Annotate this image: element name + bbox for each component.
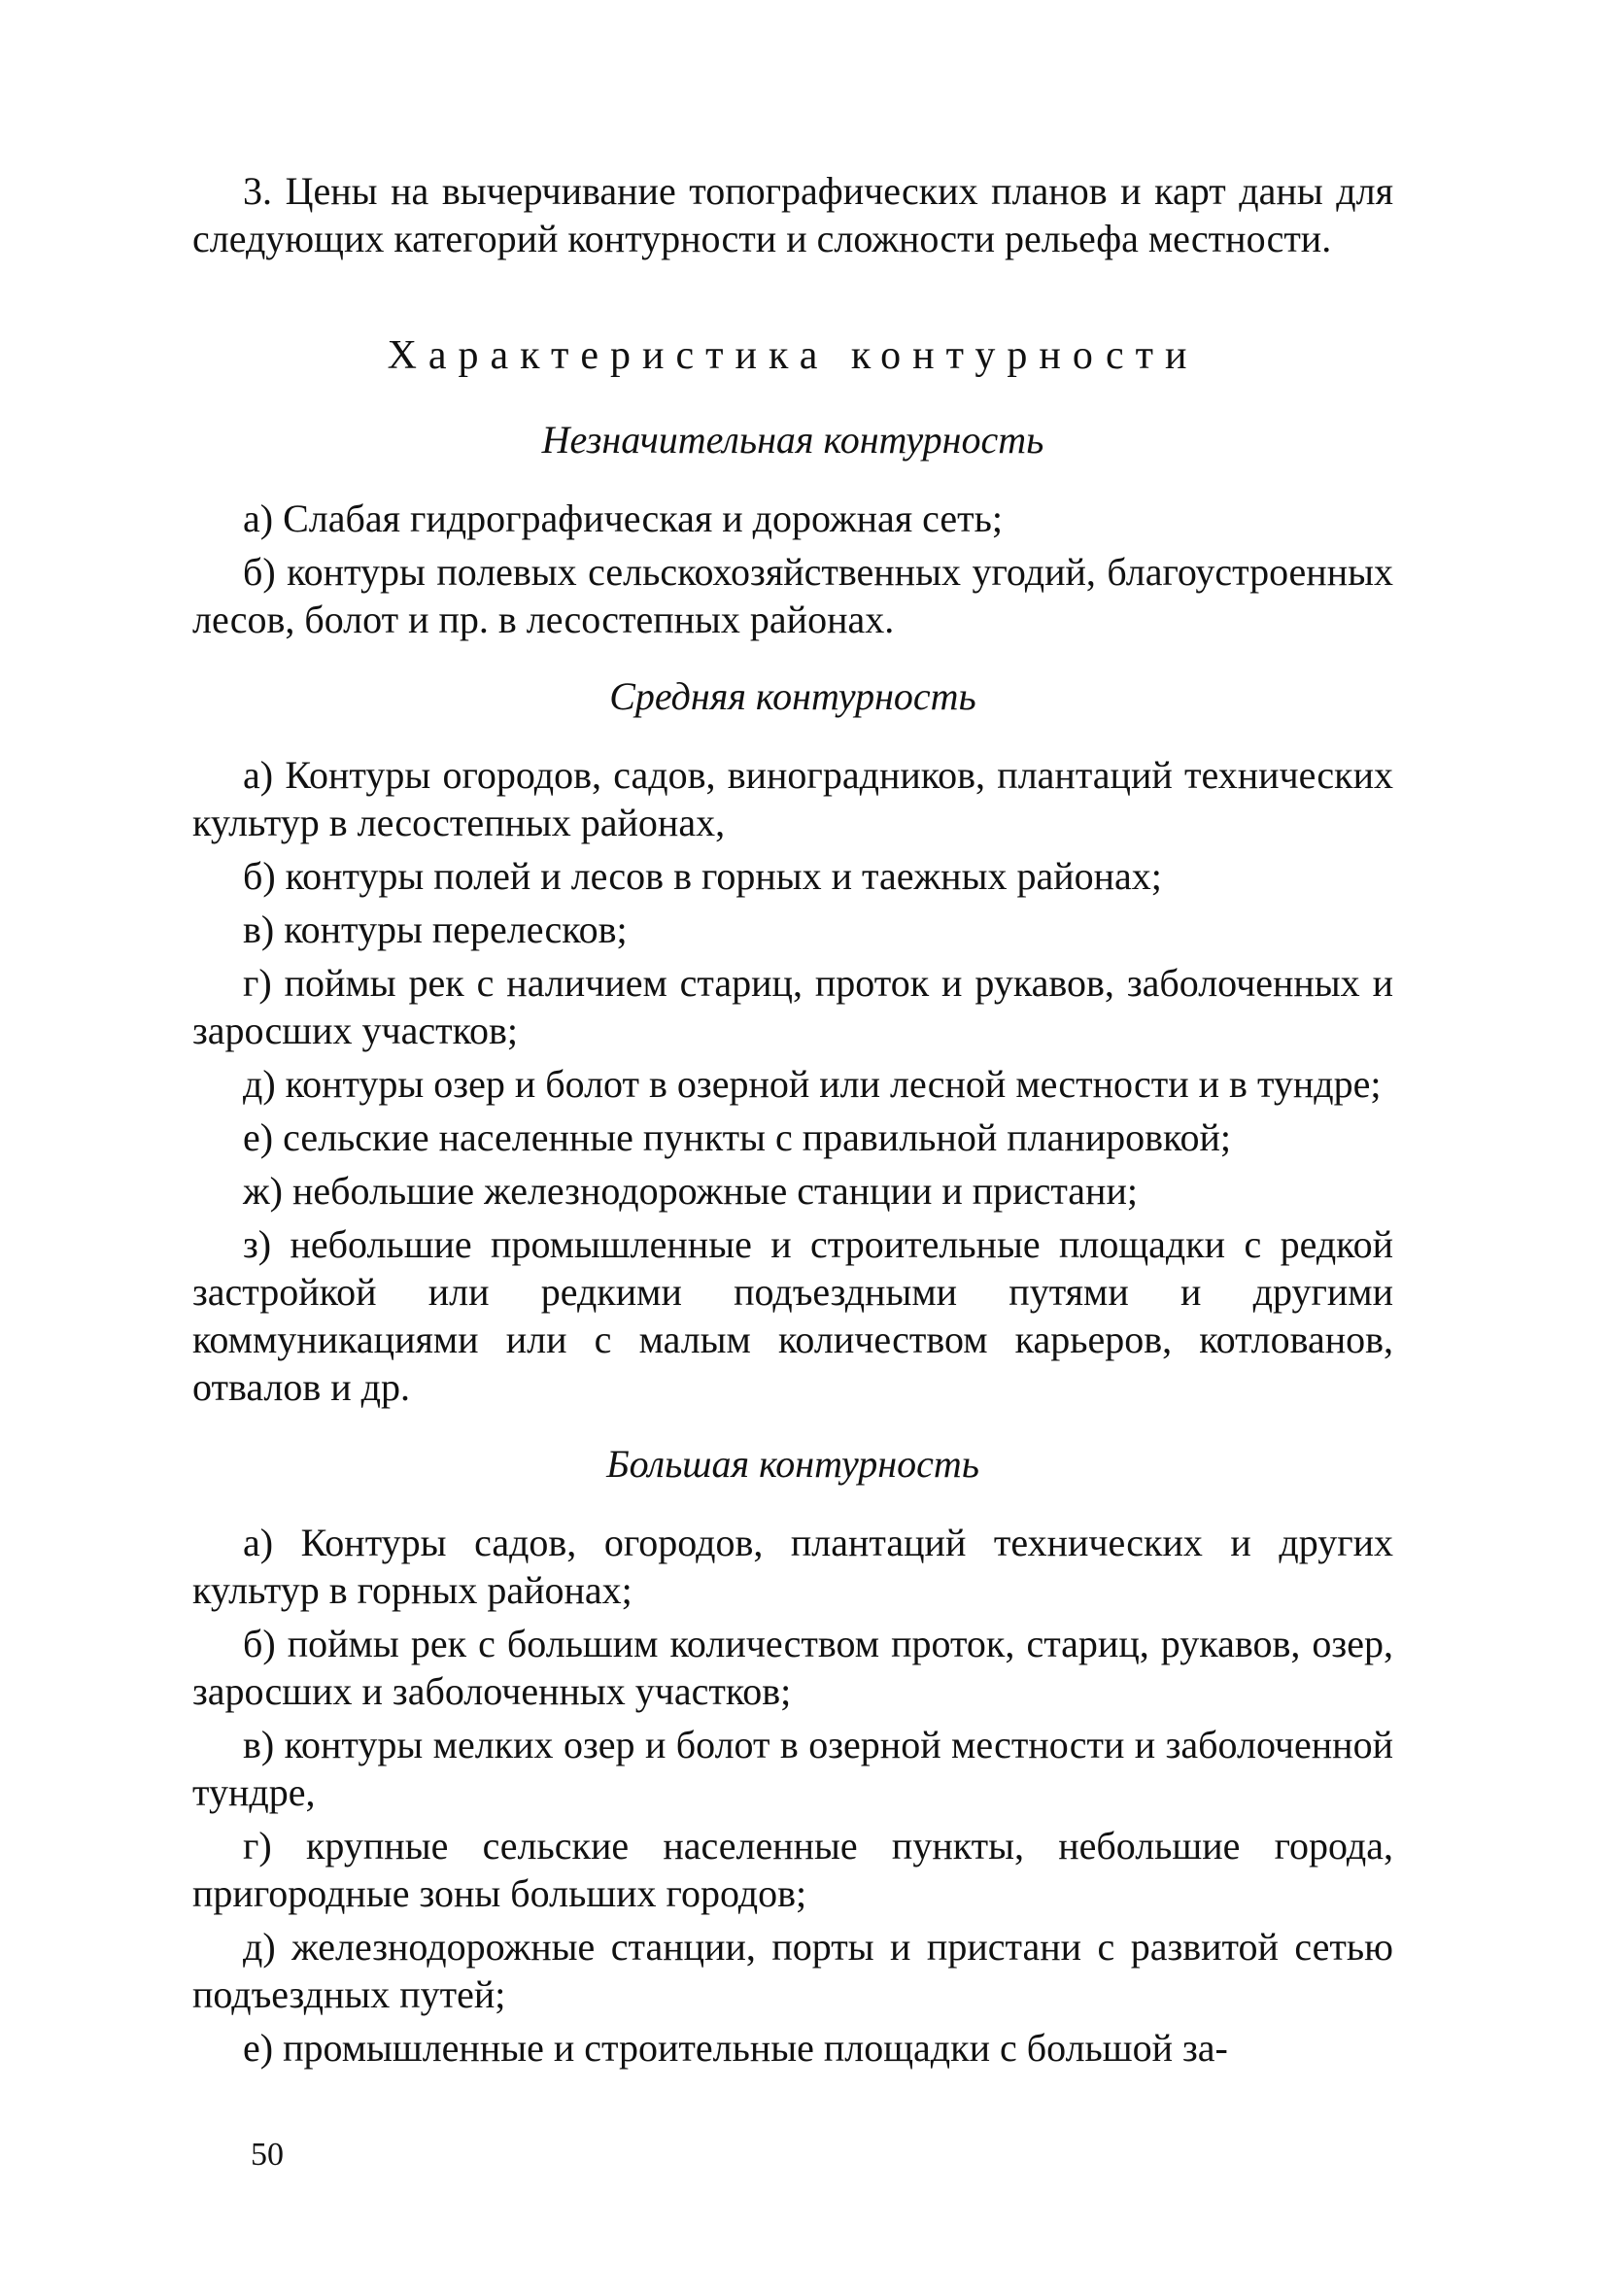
intro-paragraph: 3. Цены на вычерчивание топографических планов и карт даны для следующих категорий контурности и сложности рельефа местности. [192, 169, 1393, 260]
list-item: з) небольшие промышленные и строительные площадки с редкой застройкой или редкими подъездными путями и другими коммуникациями или с малым количеством карьеров, котлованов, отвалов и др. [192, 1222, 1393, 1409]
list-item: а) Контуры садов, огородов, плантаций технических и других культур в горных районах; [192, 1521, 1393, 1612]
list-item: г) крупные сельские населенные пункты, небольшие города, пригородные зоны больших городов; [192, 1824, 1393, 1915]
group-title: Средняя контурность [609, 674, 976, 718]
list-item: б) контуры полей и лесов в горных и таежных районах; [243, 854, 1162, 898]
section-title: Характеристика контурности [387, 333, 1199, 378]
list-item: ж) небольшие железнодорожные станции и пристани; [243, 1169, 1138, 1213]
list-item: а) Слабая гидрографическая и дорожная сеть; [243, 497, 1004, 540]
group-title: Незначительная контурность [541, 418, 1044, 462]
group-minor-contour [192, 416, 1393, 643]
list-item: д) контуры озер и болот в озерной или лесной местности и в тундре; [243, 1062, 1382, 1106]
group-major-contour [192, 1440, 1393, 2072]
list-item: е) промышленные и строительные площадки с большой за- [243, 2026, 1228, 2070]
document-page [192, 167, 1393, 2169]
list-item: б) поймы рек с большим количеством проток, стариц, рукавов, озер, заросших и заболоченных участков; [192, 1622, 1393, 1713]
list-item: а) Контуры огородов, садов, виноградников, плантаций технических культур в лесостепных районах, [192, 753, 1393, 844]
list-item: д) железнодорожные станции, порты и пристани с развитой сетью подъездных путей; [192, 1925, 1393, 2016]
list-item: г) поймы рек с наличием стариц, проток и рукавов, заболоченных и заросших участков; [192, 961, 1393, 1052]
list-item: в) контуры перелесков; [243, 908, 628, 951]
page-number: 50 [251, 2137, 284, 2173]
group-medium-contour [192, 672, 1393, 1411]
list-item: б) контуры полевых сельскохозяйственных угодий, благоустроенных лесов, болот и пр. в лесостепных районах. [192, 550, 1393, 641]
group-title: Большая контурность [606, 1442, 979, 1486]
list-item: е) сельские населенные пункты с правильной планировкой; [243, 1115, 1231, 1159]
list-item: в) контуры мелких озер и болот в озерной местности и заболоченной тундре, [192, 1723, 1393, 1814]
